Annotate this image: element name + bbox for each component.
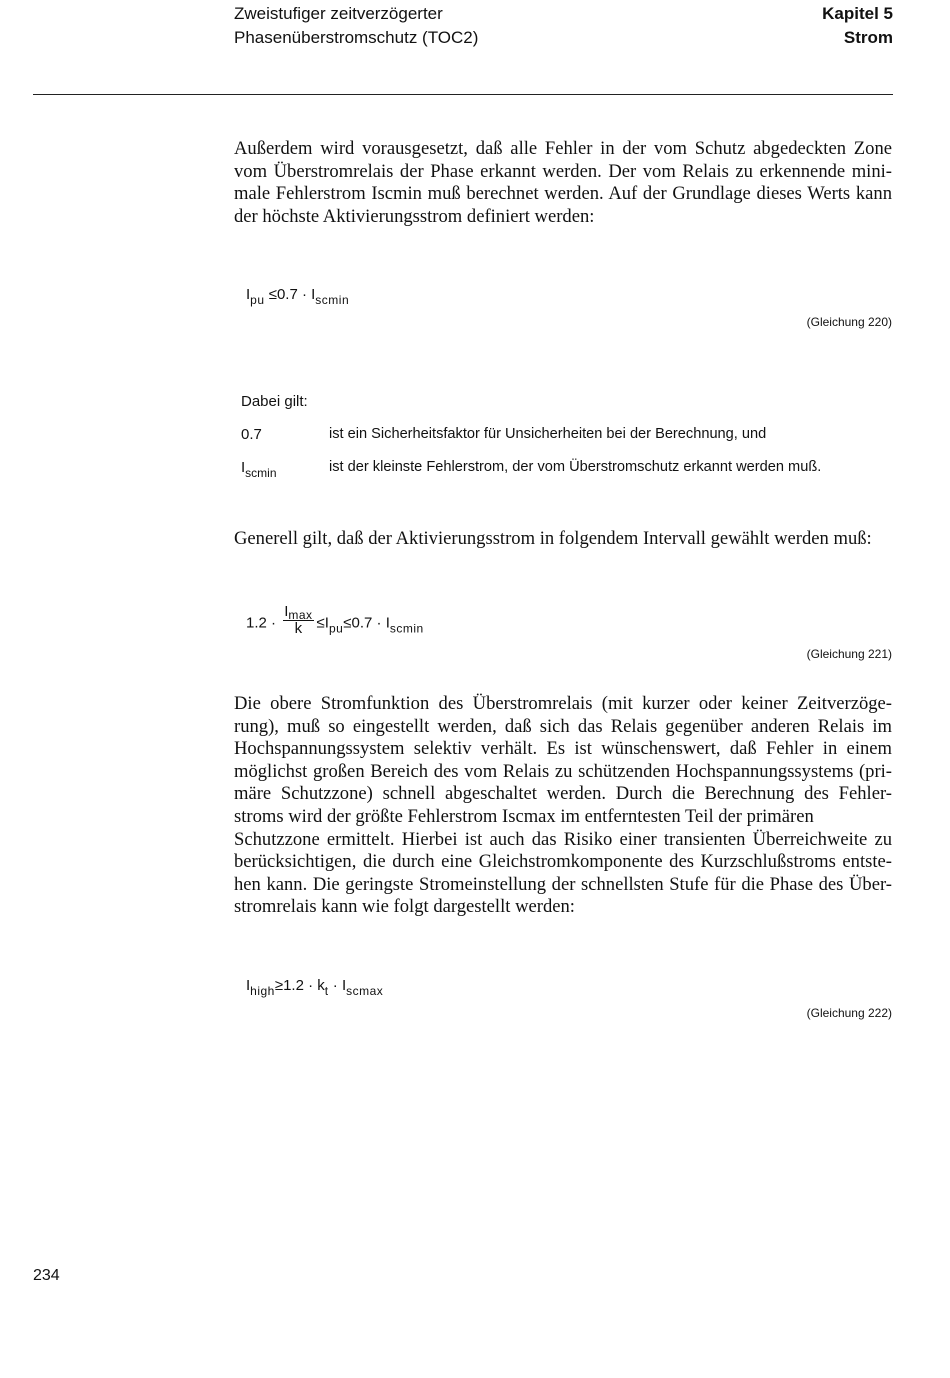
paragraph-line: märe Schutzzone) schnell abgeschaltet werden. Durch die Berechnung des Fehler-	[234, 783, 892, 805]
paragraph-line: möglichst großen Bereich des vom Relais zu schützenden Hochspannungssystems (pri-	[234, 760, 892, 782]
paragraph-line: rung), muß so eingestellt werden, daß sich das Relais gegenüber anderen Relais im	[234, 715, 892, 737]
paragraph-line: Die obere Stromfunktion des Überstromrelais (mit kurzer oder keiner Zeitverzöge-	[234, 693, 892, 714]
running-header-chapter	[822, 2, 893, 50]
paragraph-3	[234, 693, 892, 919]
paragraph-line: Hochspannungssystem selektiv verhält. Es ist wünschenswert, daß Fehler in einem	[234, 738, 892, 760]
running-header-title	[234, 2, 478, 50]
fraction-imax-over-k: $\frac{I_{max}}{k}$	[284, 603, 313, 637]
paragraph-line: der höchste Aktivierungsstrom definiert werden:	[234, 205, 595, 227]
page-number: 234	[33, 1267, 60, 1284]
definition-text-2: ist der kleinste Fehlerstrom, der vom Überstromschutz erkannt werden muß.	[329, 459, 822, 475]
definition-text-1: ist ein Sicherheitsfaktor für Unsicherheiten bei der Berechnung, und	[329, 426, 767, 442]
equation-number-222: (Gleichung 222)	[806, 1006, 892, 1020]
equation-222: $I_{high}\ge 1.2 \cdot k_t \cdot I_{scmax}$	[246, 977, 384, 998]
definition-symbol-1: 0.7	[241, 426, 262, 443]
paragraph-line: stromrelais kann wie folgt dargestellt werden:	[234, 896, 575, 918]
header-chapter: Kapitel 5	[822, 4, 893, 23]
paragraph-line: vom Überstromrelais der Phase erkannt werden. Der vom Relais zu erkennende mini-	[234, 160, 892, 182]
paragraph-2	[234, 528, 892, 551]
paragraph-line: hen kann. Die geringste Stromeinstellung der schnellsten Stufe für die Phase des Über-	[234, 873, 892, 895]
paragraph-line: Außerdem wird vorausgesetzt, daß alle Fehler in der vom Schutz abgedeckten Zone	[234, 138, 892, 159]
paragraph-line: male Fehlerstrom Iscmin muß berechnet werden. Auf der Grundlage dieses Werts kann	[234, 183, 892, 205]
paragraph-line: berücksichtigen, die durch eine Gleichstromkomponente des Kurzschlußstroms entste-	[234, 851, 892, 873]
definitions-intro: Dabei gilt:	[241, 393, 308, 410]
definition-symbol-2: $I_{scmin}$	[241, 459, 277, 480]
header-chapter-title: Strom	[843, 28, 893, 47]
header-rule	[33, 94, 893, 95]
paragraph-line: stroms wird der größte Fehlerstrom Iscmax im entferntesten Teil der primären	[234, 805, 814, 827]
paragraph-1	[234, 138, 892, 228]
equation-number-221: (Gleichung 221)	[806, 647, 892, 661]
paragraph-line: Schutzzone ermittelt. Hierbei ist auch das Risiko einer transienten Überreichweite zu	[234, 828, 892, 850]
header-title-line-1: Zweistufiger zeitverzögerter	[234, 4, 443, 23]
equation-221: 1.2 · $\frac{I_{max}}{k}$ $\le I_{pu}\le 0.7 \cdot I_{scmin}$	[246, 603, 424, 637]
header-title-line-2: Phasenüberstromschutz (TOC2)	[234, 28, 479, 47]
equation-220: $I_{pu} \le 0.7 \cdot I_{scmin}$	[246, 286, 350, 307]
equation-number-220: (Gleichung 220)	[806, 315, 892, 329]
paragraph-line: Generell gilt, daß der Aktivierungsstrom in folgendem Intervall gewählt werden muß:	[234, 528, 872, 549]
